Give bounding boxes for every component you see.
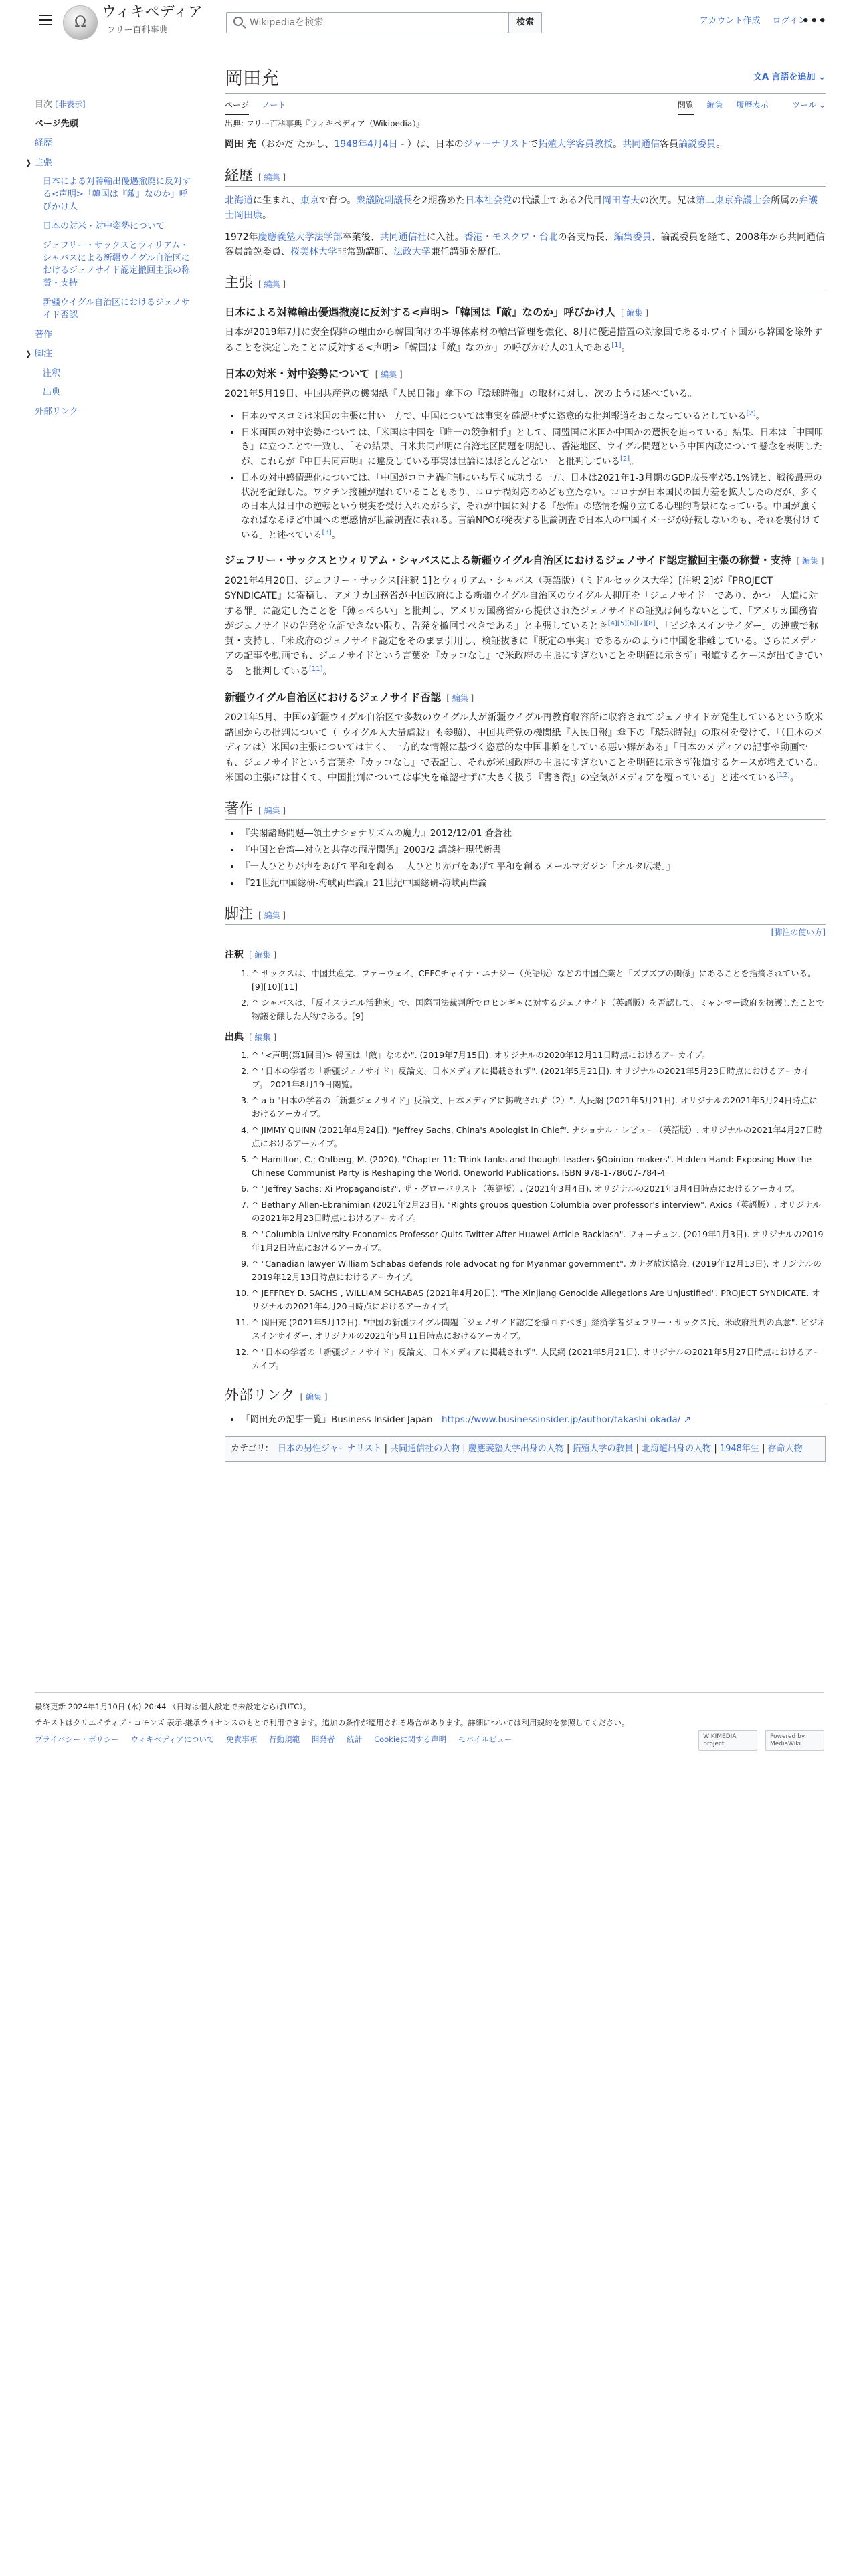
toc-item-denial[interactable]: 新疆ウイグル自治区におけるジェノサイド否認 <box>43 298 190 320</box>
text: の次男。兄は <box>640 195 696 206</box>
link[interactable]: 日本社会党 <box>465 195 512 206</box>
edit-section-link[interactable]: [ 編集 ] <box>375 369 403 379</box>
heading-text: 経歴 <box>225 167 253 183</box>
denial-paragraph: 2021年5月、中国の新疆ウイグル自治区で多数のウイグル人が新疆ウイグル再教育収容所に収容されてジェノサイドが発生しているという欧米諸国からの批判について（「ウイグル人大量虐殺」も参照）、中国共産党の機関紙『人民日報』傘下の『環球時報』の取材を受けて、「（日本のメディアは）米国の主張については甘く、一方的な情報に基づく恣意的な中国非難をしている悪い癖がある」「日本のメディアの記事や動画でも、ジェノサイドという言葉を『カッコなし』で表記し、それが米国政府の主張にすぎないことを明確に示さず報道するケースが増えている。米国の主張には甘くて、中国批判については事実を確認せずに大きく扱う『書き得』の空気がメディアを覆っている」と述べている[12]。 <box>225 712 824 784</box>
category-link[interactable]: 日本の男性ジャーナリスト <box>278 1444 382 1455</box>
chevron-down-icon[interactable]: ❯ <box>25 158 32 167</box>
edit-label[interactable]: 編集 <box>264 911 280 921</box>
edit-label[interactable]: 編集 <box>801 556 818 566</box>
text: 1972年 <box>225 231 258 243</box>
list-item: • 『一人ひとりが声をあげて平和を創る ―人ひとりが声をあげて平和を創る メールマガジン「オルタ広場」』 <box>241 860 826 874</box>
footer-link-about[interactable]: ウィキペディアについて <box>130 1734 215 1744</box>
text: 日本のマスコミは米国の主張に甘い一方で、中国については事実を確認せずに恣意的な批判報道をおこなっているとしている <box>241 411 747 422</box>
ref-link[interactable]: [2] <box>746 409 756 417</box>
text: 日本が2019年7月に安全保障の理由から韓国向けの半導体素材の輸出管理を強化、8月に優遇措置の対象国であるホワイト国から韓国を除外することを決定したことに反対する<声明>「韓国は『敵』なのか」の呼びかけ人の1人である <box>225 327 823 354</box>
text: 。 <box>716 139 726 150</box>
list-item: 5. ^ Hamilton, C.; Ohlberg, M. (2020). "Chapter 11: Think tanks and thought leaders §Opinion-makers". Hidden Hand: Exposing How the Chinese Communist Party is Reshaping the World. Oneworld Publications. ISBN 978-1-78607-784-4 <box>252 1153 826 1180</box>
list-item: 6. ^ "Jeffrey Sachs: Xi Propagandist?". ザ・グローバリスト（英語版）. (2021年3月4日). オリジナルの2021年3月4日時点におけるアーカイブ。 <box>252 1182 826 1196</box>
list-item: 3. ^ a b "日本の学者の「新疆ジェノサイド」反論文、日本メディアに掲載されず（2）". 人民網 (2021年5月21日). オリジナルの2021年5月24日時点におけるアーカイブ。 <box>252 1094 826 1121</box>
last-updated: 最終更新 2024年1月10日 (水) 20:44 （日時は個人設定で未設定ならばUTC）。 <box>35 1702 311 1711</box>
toc-item-claims[interactable] <box>25 157 195 170</box>
tab-article[interactable]: ページ <box>225 100 249 115</box>
page-tabs <box>225 94 826 118</box>
subsection-refs <box>225 1030 826 1045</box>
link-journalist[interactable]: ジャーナリスト <box>463 139 529 150</box>
search-button[interactable]: 検索 <box>508 12 542 33</box>
external-list <box>241 1413 826 1427</box>
wikimedia-badge[interactable]: WIKIMEDIA project <box>698 1730 757 1751</box>
license-text: テキストはクリエイティブ・コモンズ 表示-継承ライセンスのもとで利用できます。追加の条件が適用される場合があります。詳細については利用規約を参照してください。 <box>35 1718 630 1728</box>
list-item: • 『21世紀中国総研-海峡両岸論』21世紀中国総研-海峡両岸論 <box>241 877 826 891</box>
link[interactable]: 香港・モスクワ・台北 <box>464 231 558 243</box>
subsection-korea <box>225 305 826 320</box>
edit-section-link[interactable]: [ 編集 ] <box>258 280 286 290</box>
list-item: • 『尖閣諸島問題―領土ナショナリズムの魔力』2012/12/01 蒼蒼社 <box>241 827 826 841</box>
text: 所属の <box>771 195 799 206</box>
more-options-icon[interactable]: ••• <box>801 14 827 28</box>
external-link-icon: ↗ <box>683 1414 691 1426</box>
link-kyodo[interactable]: 共同通信 <box>622 139 660 150</box>
subsection-notes <box>225 948 826 962</box>
heading-text: 日本の対米・対中姿勢について <box>225 367 370 380</box>
list-item: 1. ^ サックスは、中国共産党、ファーウェイ、CEFCチャイナ・エナジー（英語版）などの中国企業と「ズブズブの関係」にあることを指摘されている。[9][10][11] <box>252 967 826 994</box>
toc-item-external[interactable]: 外部リンク <box>35 407 78 417</box>
text: 兼任講師を歴任。 <box>431 247 506 258</box>
search-input[interactable] <box>250 15 504 30</box>
toc-item-label: 主張 <box>35 157 53 168</box>
lead-paragraph <box>225 137 826 152</box>
link[interactable]: 慶應義塾大学法学部 <box>258 231 343 243</box>
link[interactable]: 編集委員 <box>613 231 652 243</box>
heading-text: 著作 <box>225 800 253 817</box>
toc-hide-link[interactable]: [非表示] <box>55 100 86 109</box>
wikipedia-logo[interactable]: Ω <box>63 5 98 40</box>
footer-badges <box>693 1730 824 1751</box>
edit-label[interactable]: 編集 <box>254 1032 271 1042</box>
chevron-down-icon: ⌄ <box>818 72 826 82</box>
link-takushoku[interactable]: 拓殖大学客員教授 <box>538 139 613 150</box>
list-item: 12. ^ "日本の学者の「新疆ジェノサイド」反論文、日本メディアに掲載されず". 人民網 (2021年5月21日). オリジナルの2021年5月27日時点におけるアーカイブ。 <box>252 1346 826 1372</box>
list-item: • 『中国と台湾―対立と共存の両岸関係』2003/2 講談社現代新書 <box>241 843 826 857</box>
edit-section-link[interactable]: [ 編集 ] <box>258 172 286 182</box>
ref-link[interactable]: [3] <box>322 528 332 536</box>
text: 卒業後、 <box>342 231 380 243</box>
edit-label[interactable]: 編集 <box>264 172 280 182</box>
footer-link-cookies[interactable]: Cookieに関する声明 <box>374 1734 447 1744</box>
translate-icon: 文A <box>753 72 772 82</box>
list-item: • 日本のマスコミは米国の主張に甘い一方で、中国については事実を確認せずに恣意的な批判報道をおこなっているとしている[2]。 <box>241 409 826 423</box>
login-link[interactable]: ログイン <box>772 16 807 26</box>
works-list <box>241 827 826 891</box>
link-birthdate[interactable]: 1948年4月4日 <box>334 139 398 150</box>
search-icon <box>233 17 243 26</box>
list-item: 10. ^ JEFFREY D. SACHS , WILLIAM SCHABAS (2021年4月20日). "The Xinjiang Genocide Allegations Are Unjustified". PROJECT SYNDICATE. オリジナルの2021年4月20日時点におけるアーカイブ。 <box>252 1287 826 1313</box>
footer-link-conduct[interactable]: 行動規範 <box>269 1734 300 1744</box>
wikipedia-tagline: フリー百科事典 <box>107 25 168 35</box>
heading-text: 日本による対韓輸出優遇撤廃に反対する<声明>「韓国は『敵』なのか」呼びかけ人 <box>225 306 615 318</box>
toc-item-notes-sub[interactable]: 注釈 <box>43 368 61 379</box>
link-editorial[interactable]: 論説委員 <box>678 139 717 150</box>
text: 客員 <box>660 139 679 150</box>
edit-section-link[interactable]: [ 編集 ] <box>249 950 277 960</box>
edit-section-link[interactable]: [ 編集 ] <box>446 693 474 703</box>
career-paragraph-2 <box>225 230 826 260</box>
link[interactable]: 岡田春夫 <box>602 195 640 206</box>
tab-tools[interactable]: ツール ⌄ <box>792 100 826 110</box>
list-item: 2. ^ シャバスは、「反イスラエル活動家」で、国際司法裁判所でロヒンギャに対するジェノサイド（英語版）を否認して、ミャンマー政府を擁護したことで物議を醸した人物である。[9] <box>252 996 826 1023</box>
toc-item-korea[interactable]: 日本による対韓輸出優遇撤廃に反対する<声明>「韓国は『敵』なのか」呼びかけ人 <box>43 177 191 213</box>
link[interactable]: 桜美林大学 <box>290 247 337 258</box>
tab-read[interactable]: 閲覧 <box>678 100 694 115</box>
edit-section-link[interactable]: [ 編集 ] <box>620 308 648 318</box>
toc-item-refs[interactable]: 出典 <box>43 387 61 398</box>
edit-section-link[interactable]: [ 編集 ] <box>300 1392 328 1402</box>
sachs-paragraph: 2021年4月20日、ジェフリー・サックス[注釈 1]とウィリアム・シャバス（英語版）（ミドルセックス大学）[注釈 2]が『PROJECT SYNDICATE』に寄稿し、アメリカ国務省が中国政府による新疆ウイグル自治区のウイグル人抑圧を「ジェノサイド」であり、かつ「人道に対する罪」に認定したことを「薄っぺらい」と批判し、アメリカ国務省から提供されたジェノサイドの証拠は何もないとして、「アメリカ国務省がジェノサイドの告発を立証できない限り、告発を撤回すべきである」と主張しているとき[4][5][6][7][8]、「ビジネスインサイダー」の連載で称賛・支持し、「米政府のジェノサイド認定をそのまま引用し、検証抜きに『既定の事実』であるかのように中国を非難している。さらにメディアの記事や動画でも、ジェノサイドという言葉を『カッコなし』で米政府の主張にすぎないことを明確に示さず」報道するケースが出てきている」と批判している[11]。 <box>225 575 824 677</box>
text: の代議士である2代目 <box>512 195 603 206</box>
category-link[interactable]: 拓殖大学の教員 <box>572 1444 634 1455</box>
heading-text: 主張 <box>225 274 253 291</box>
ref-link[interactable]: [11] <box>309 665 323 673</box>
category-link[interactable]: 存命人物 <box>767 1444 803 1455</box>
section-claims <box>225 273 826 294</box>
list-item: 7. ^ Bethany Allen-Ebrahimian (2021年2月23日). "Rights groups question Columbia over professor's interview". Axios（英語版）. オリジナルの2021年2月23日時点におけるアーカイブ。 <box>252 1198 826 1225</box>
category-link[interactable]: 共同通信社の人物 <box>390 1444 460 1455</box>
tools-label: ツール <box>792 100 817 110</box>
footer-link-disclaimer[interactable]: 免責事項 <box>226 1734 258 1744</box>
toc-item-sachs[interactable]: ジェフリー・サックスとウィリアム・シャバスによる新疆ウイグル自治区におけるジェノサイド認定撤回主張の称賛・支持 <box>43 240 191 289</box>
edit-label[interactable]: 編集 <box>264 280 280 290</box>
text: （おかだ たかし、 <box>256 139 335 150</box>
list-item: • 日本の対中感情悪化については、「中国がコロナ禍抑制にいち早く成功する一方、日本は2021年1-3月期のGDP成長率が5.1%減と、戦後最悪の状況を記録した。ワクチン接種が遅れていることもあり、コロナ禍対応のめども立たない。コロナが日本国民の国力差を拡大したのだが、多くの日本人は日中の逆転という現実を受け入れたがらず、それが中国に対する『恐怖』の感情を煽り立てる心理的背景になっている。中国が強くなればなるほど中国への悪感情が世論調査に表れる。言論NPOが発表する世論調査で日本人の中国イメージが好転しないのも、それを裏付けている」と述べている[3]。 <box>241 471 826 542</box>
footer-link-developers[interactable]: 開発者 <box>311 1734 335 1744</box>
heading-text: 注釈 <box>225 950 244 961</box>
category-link[interactable]: 1948年生 <box>719 1444 759 1455</box>
list-item: 11. ^ 岡田充 (2021年5月12日). "中国の新疆ウイグル問題「ジェノサイド認定を撤回すべき」経済学者ジェフリー・サックス氏、米政府批判の真意". ビジネスインサイダー. オリジナルの2021年5月11日時点におけるアーカイブ。 <box>252 1316 826 1343</box>
edit-label[interactable]: 編集 <box>264 805 280 815</box>
usage-row <box>225 928 826 942</box>
footer-link-mobile[interactable]: モバイルビュー <box>458 1734 512 1744</box>
section-works <box>225 799 826 820</box>
subsection-denial <box>225 690 826 705</box>
ref-link[interactable]: [4][5][6][7][8] <box>607 620 656 628</box>
footer-link-stats[interactable]: 統計 <box>347 1734 363 1744</box>
edit-section-link[interactable]: [ 編集 ] <box>258 805 286 815</box>
page-title: 岡田充 <box>225 68 279 89</box>
toc-item-notes[interactable] <box>25 348 195 361</box>
footer-link-privacy[interactable]: プライバシー・ポリシー <box>35 1734 119 1744</box>
list-item: 2. ^ "日本の学者の「新疆ジェノサイド」反論文、日本メディアに掲載されず". (2021年5月21日). オリジナルの2021年5月23日時点におけるアーカイブ。 2021年8月19日閲覧。 <box>252 1065 826 1091</box>
text: 非常勤講師、 <box>337 247 393 258</box>
source-note: 出典: フリー百科事典『ウィキペディア（Wikipedia）』 <box>225 119 425 128</box>
ref-link[interactable]: [2] <box>620 455 630 463</box>
main-menu-icon[interactable] <box>39 15 52 25</box>
toc-item-top[interactable]: ページ先頭 <box>35 118 78 129</box>
table-of-contents <box>25 99 195 425</box>
site-header <box>0 0 859 47</box>
link[interactable]: 弁護士岡田康 <box>225 195 818 221</box>
text: 日本の対中感情悪化については、「中国がコロナ禍抑制にいち早く成功する一方、日本は2021年1-3月期のGDP成長率が5.1%減と、戦後最悪の状況を記録した。ワクチン接種が遅れていることもあり、コロナ禍対応のめども立たない。コロナが日本国民の国力差を拡大したのだが、多くの日本人は日中の逆転という現実を受け入れたがらず、それが中国に対する『恐怖』の感情を煽り立てる心理的背景になっている。中国が強くなればなるほど中国への悪感情が世論調査に表れる。言論NPOが発表する世論調査で日本人の中国イメージが好転しないのも、それを裏付けている」と述べている <box>241 473 822 541</box>
link[interactable]: 法政大学 <box>393 247 431 258</box>
link[interactable]: 第二東京弁護士会 <box>696 195 771 206</box>
section-notes <box>225 904 826 925</box>
text: - ）は、日本の <box>397 139 464 150</box>
category-link[interactable]: 慶應義塾大学出身の人物 <box>468 1444 564 1455</box>
text: で <box>529 139 539 150</box>
external-link[interactable]: https://www.businessinsider.jp/author/takashi-okada/ <box>442 1414 681 1426</box>
edit-label[interactable]: 編集 <box>626 308 643 318</box>
lang-label: 言語を追加 <box>771 72 816 82</box>
link[interactable]: 東京 <box>300 195 319 206</box>
toc-item-us-china[interactable]: 日本の対米・対中姿勢について <box>43 221 165 231</box>
ref-link[interactable]: [12] <box>776 771 790 779</box>
toc-title: 目次 [非表示] <box>35 100 86 110</box>
text: 日米両国の対中姿勢については、「米国は中国を『唯一の競争相手』として、同盟国に米国か中国かの選択を迫っている」結果、日本は「中国叩き」に立つことで一致し、「その結果、日米共同声明に台湾地区問題を明記し、香港地区、ウイグル問題という中国内政について懸念を表明したが、これらが『中日共同声明』に違反している事実は世論にはほとんどない」と批判している <box>241 427 824 467</box>
category-label: カテゴリ: <box>231 1444 268 1455</box>
text: 2021年5月、中国の新疆ウイグル自治区で多数のウイグル人が新疆ウイグル再教育収容所に収容されてジェノサイドが発生しているという欧米諸国からの批判について（「ウイグル人大量虐殺」も参照）、中国共産党の機関紙『人民日報』傘下の『環球時報』の取材を受けて、「（日本のメディアは）米国の主張については甘く、一方的な情報に基づく恣意的な中国非難をしている悪い癖がある」「日本のメディアの記事や動画でも、ジェノサイドという言葉を『カッコなし』で表記し、それが米国政府の主張にすぎないことを明確に示さず報道するケースが増えている。米国の主張には甘くて、中国批判については事実を確認せずに大きく扱う『書き得』の空気がメディアを覆っている」と述べている <box>225 712 824 784</box>
edit-label[interactable]: 編集 <box>254 950 271 960</box>
text: 、「ビジネスインサイダー」の連載で称賛・支持し、「米政府のジェノサイド認定をそのまま引用し、検証抜きに『既定の事実』であるかのように中国を非難している。さらにメディアの記事や動画でも、ジェノサイドという言葉を『カッコなし』で米政府の主張にすぎないことを明確に示さず」報道するケースが出てきている」と批判している <box>225 621 824 677</box>
list-item: 8. ^ "Columbia University Economics Professor Quits Twitter After Huawei Article Backlash". フォーチュン. (2019年1月3日). オリジナルの2019年1月2日時点におけるアーカイブ。 <box>252 1228 826 1255</box>
subsection-sachs <box>225 553 826 568</box>
page-footer <box>35 1692 824 1746</box>
text: 。 <box>613 139 623 150</box>
text: の各支局長、 <box>557 231 614 243</box>
edit-section-link[interactable]: [ 編集 ] <box>796 556 824 566</box>
create-account-link[interactable]: アカウント作成 <box>699 16 761 26</box>
edit-label[interactable]: 編集 <box>452 693 468 703</box>
heading-text: 外部リンク <box>225 1387 295 1404</box>
search-box <box>226 12 508 33</box>
main-content <box>225 64 826 1462</box>
personal-tools <box>690 15 807 29</box>
text: に入社。 <box>426 231 464 243</box>
section-external <box>225 1386 826 1406</box>
refs-list <box>252 1049 826 1372</box>
list-item <box>241 1413 826 1427</box>
us-china-list <box>241 409 826 543</box>
category-link[interactable]: 北海道出身の人物 <box>642 1444 712 1455</box>
text: に生まれ、 <box>253 195 300 206</box>
list-item: • 日米両国の対中姿勢については、「米国は中国を『唯一の競争相手』として、同盟国に米国か中国かの選択を迫っている」結果、日本は「中国叩き」に立つことで一致し、「その結果、日米共同声明に台湾地区問題を明記し、香港地区、ウイグル問題という中国内政について懸念を表明したが、これらが『中日共同声明』に違反している事実は世論にはほとんどない」と批判している[2]。 <box>241 426 826 469</box>
heading-text: 脚注 <box>225 905 253 922</box>
footnote-usage-link[interactable]: [脚注の使い方] <box>771 928 826 938</box>
career-paragraph-1 <box>225 193 826 223</box>
lead-name: 岡田 充 <box>225 139 256 150</box>
text: 「岡田充の記事一覧」Business Insider Japan <box>241 1414 433 1426</box>
add-language-button[interactable] <box>753 71 826 85</box>
toc-item-label: 脚注 <box>35 348 53 359</box>
toc-item-career[interactable]: 経歴 <box>35 138 53 148</box>
tab-talk[interactable]: ノート <box>262 100 286 110</box>
text: で育つ。 <box>318 195 357 206</box>
heading-text: 出典 <box>225 1031 244 1043</box>
text: 。 <box>262 210 272 221</box>
list-item: 9. ^ "Canadian lawyer William Schabas defends role advocating for Myanmar government". カナダ放送協会. (2019年12月13日). オリジナルの2019年12月13日時点におけるアーカイブ。 <box>252 1257 826 1284</box>
ref-link[interactable]: [1] <box>611 341 622 349</box>
korea-paragraph: 日本が2019年7月に安全保障の理由から韓国向けの半導体素材の輸出管理を強化、8月に優遇措置の対象国であるホワイト国から韓国を除外することを決定したことに反対する<声明>「韓国は『敵』なのか」の呼びかけ人の1人である[1]。 <box>225 327 823 354</box>
tab-edit[interactable]: 編集 <box>706 100 723 110</box>
toc-item-works[interactable]: 著作 <box>35 329 53 340</box>
edit-label[interactable]: 編集 <box>306 1392 322 1402</box>
category-box: カテゴリ: 日本の男性ジャーナリスト | 共同通信社の人物 | 慶應義塾大学出身の人物 | 拓殖大学の教員 | 北海道出身の人物 | 1948年生 | 存命人物 <box>225 1436 826 1461</box>
list-item: 1. ^ "<声明(第1回目)> 韓国は「敵」なのか". (2019年7月15日). オリジナルの2020年12月11日時点におけるアーカイブ。 <box>252 1049 826 1062</box>
list-item: 4. ^ JIMMY QUINN (2021年4月24日). "Jeffrey Sachs, China's Apologist in Chief". ナショナル・レビュー（英語版）. オリジナルの2021年4月27日時点におけるアーカイブ。 <box>252 1123 826 1150</box>
us-china-paragraph: 2021年5月19日、中国共産党の機関紙『人民日報』傘下の『環球時報』の取材に対し、次のように述べている。 <box>225 389 698 400</box>
chevron-down-icon[interactable]: ❯ <box>25 349 32 358</box>
section-career <box>225 166 826 187</box>
text: 2021年4月20日、ジェフリー・サックス[注釈 1]とウィリアム・シャバス（英語版）（ミドルセックス大学）[注釈 2]が『PROJECT SYNDICATE』に寄稿し、アメリカ国務省が中国政府による新疆ウイグル自治区のウイグル人抑圧を「ジェノサイド」であり、かつ「人道に対する罪」に認定したことを「薄っぺらい」と批判し、アメリカ国務省から提供されたジェノサイドの証拠は何もないとして、「アメリカ国務省がジェノサイドの告発を立証できない限り、告発を撤回すべきである」と主張しているとき <box>225 575 818 632</box>
link[interactable]: 衆議院副議長 <box>356 195 413 206</box>
wikipedia-wordmark[interactable]: ウィキペディア <box>102 4 203 21</box>
edit-section-link[interactable]: [ 編集 ] <box>249 1032 277 1042</box>
title-row <box>225 64 826 94</box>
heading-text: ジェフリー・サックスとウィリアム・シャバスによる新疆ウイグル自治区におけるジェノサイド認定撤回主張の称賛・支持 <box>225 554 791 567</box>
text: を2期務めた <box>412 195 466 206</box>
subsection-us-china <box>225 366 826 381</box>
mediawiki-badge[interactable]: Powered by MediaWiki <box>765 1730 824 1751</box>
notes-list <box>252 967 826 1023</box>
edit-label[interactable]: 編集 <box>381 369 397 379</box>
link[interactable]: 共同通信社 <box>379 231 427 243</box>
edit-section-link[interactable]: [ 編集 ] <box>258 911 286 921</box>
heading-text: 新疆ウイグル自治区におけるジェノサイド否認 <box>225 691 442 704</box>
text: 、論説委員を経て、2008年から共同通信客員論説委員、 <box>225 231 825 258</box>
link[interactable]: 北海道 <box>225 195 253 206</box>
tab-history[interactable]: 履歴表示 <box>736 100 769 110</box>
